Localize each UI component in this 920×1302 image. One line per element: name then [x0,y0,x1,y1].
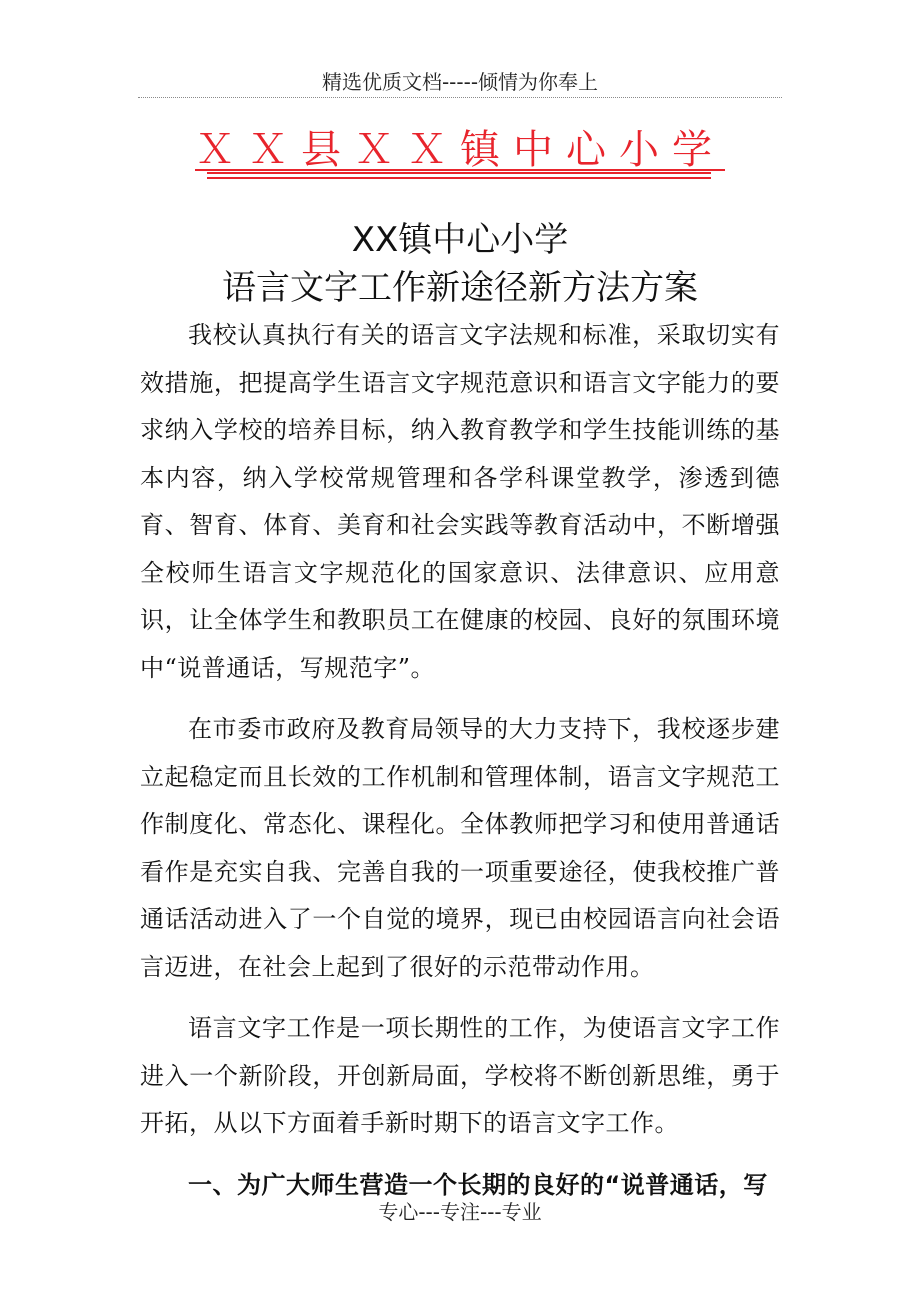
document-title-line-2: 语言文字工作新途径新方法方案 [222,268,698,308]
section-heading-1: 一、为广大师生营造一个长期的良好的“说普通话，写 [188,1170,768,1199]
paragraph-1: 我校认真执行有关的语言文字法规和标准，采取切实有效措施，把提高学生语言文字规范意识和语言文字能力的要求纳入学校的培养目标，纳入教育教学和学生技能训练的基本内容，纳入学校常规管理和各学科课堂教学，渗透到德育、智育、体育、美育和社会实践等教育活动中，不断增强全校师生语言文字规范化的国家意识、法律意识、应用意识，让全体学生和教职员工在健康的校园、良好的氛围环境中“说普通话，写规范字”。 [140,321,780,682]
paragraph-2: 在市委市政府及教育局领导的大力支持下，我校逐步建立起稳定而且长效的工作机制和管理体制，语言文字规范工作制度化、常态化、课程化。全体教师把学习和使用普通话看作是充实自我、完善自我的一项重要途径，使我校推广普通话活动进入了一个自觉的境界，现已由校园语言向社会语言迈进，在社会上起到了很好的示范带动作用。 [140,715,780,981]
paragraph-3: 语言文字工作是一项长期性的工作，为使语言文字工作进入一个新阶段，开创新局面，学校将不断创新思维，勇于开拓，从以下方面着手新时期下的语言文字工作。 [140,1014,780,1137]
document-title-line-1: XX镇中心小学 [351,220,569,260]
document-body [140,312,780,1209]
letterhead-rule-top [207,172,711,174]
letterhead-school-name: ＸＸ县ＸＸ镇中心小学 [195,127,725,173]
letterhead-rule-bottom [207,177,711,179]
page-footer: 专心---专注---专业 [378,1200,542,1224]
page-header: 精选优质文档-----倾情为你奉上 [321,70,599,94]
header-divider [138,97,782,98]
